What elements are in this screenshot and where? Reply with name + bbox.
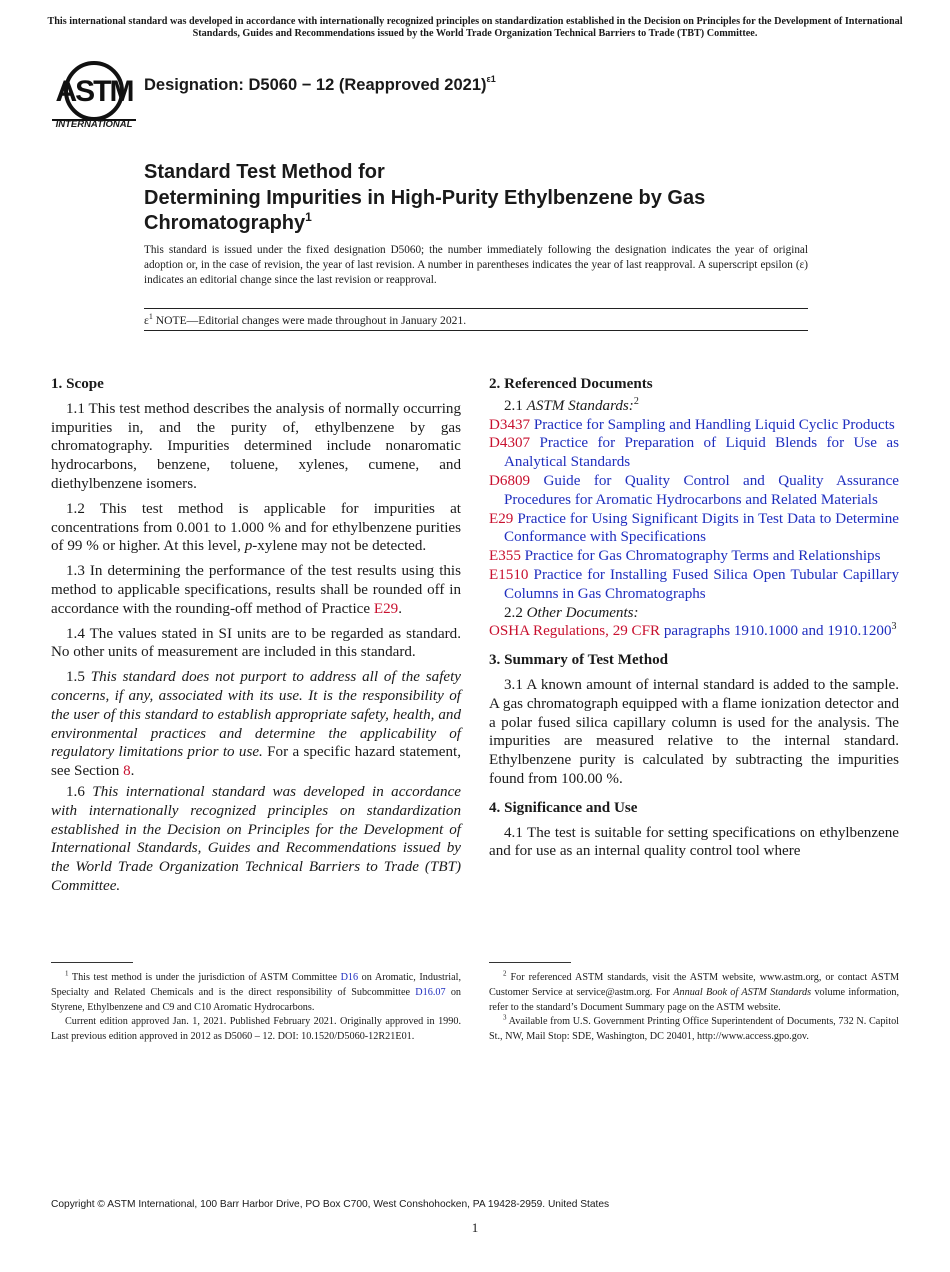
- header-note: This international standard was developed in accordance with internationally recognized principles on standardization established in the Decision on Principles for the Development of International Standards, Guides and Recommendations issued by the World Trade Organization Technical Barriers to Trade (TBT) Committee.: [47, 16, 903, 39]
- note-rule-top: [144, 308, 808, 309]
- title-footnote-mark: 1: [305, 210, 312, 224]
- footnote-1-edition: Current edition approved Jan. 1, 2021. Published February 2021. Originally approved in 1990. Last previous edition approved in 2012 as D5060 – 12. DOI: 10.1520/D5060-12R21E01.: [51, 1016, 461, 1043]
- ref-item: [489, 472, 899, 510]
- right-column: [489, 375, 899, 867]
- section-references-heading: 2. Referenced Documents: [489, 376, 653, 392]
- footnote-rule-left: [51, 962, 133, 963]
- svg-text:ASTM: ASTM: [55, 75, 133, 108]
- ref-item: [489, 434, 899, 472]
- footnote-1: $^1$ This test method is under the jurisdiction of ASTM Committee D16 on Aromatic, Industrial, Specialty and Related Chemicals and is the direct responsibility of Subcommittee D16.07 on Styrene, Ethylbenzene and C9 and C10 Aromatic Hydrocarbons.: [51, 969, 462, 1013]
- link-d16[interactable]: D16: [340, 972, 359, 983]
- para-4-1: 4.1 The test is suitable for setting specifications on ethylbenzene and for use as an internal quality control tool where: [489, 824, 899, 860]
- page-number: 1: [471, 1220, 479, 1235]
- ref-title[interactable]: Practice for Installing Fused Silica Open Tubular Capillary Columns in Gas Chromatographs: [504, 566, 899, 602]
- osha-title[interactable]: paragraphs 1910.1000 and 1910.1200: [660, 623, 892, 640]
- para-1-1: 1.1 This test method describes the analysis of normally occurring impurities in, and the purity of, ethylbenzene by gas chromatography. Impurities determined include nonaromatic hydrocarbons, benzene, toluene, xylenes, cumene, and diethylbenzene isomers.: [51, 400, 461, 492]
- footnotes-right: [489, 971, 899, 1045]
- para-1-4: 1.4 The values stated in SI units are to be regarded as standard. No other units of measurement are included in this standard.: [51, 625, 461, 661]
- subsection-2-2: 2.2 Other Documents:: [504, 604, 639, 621]
- left-column: [51, 375, 461, 902]
- para-1-3: 1.3 In determining the performance of the test results using this method to applicable specifications, results shall be rounded off in accordance with the rounding-off method of Practice E29.: [51, 563, 461, 617]
- issuance-statement: This standard is issued under the fixed designation D5060; the number immediately following the designation indicates the year of original adoption or, in the case of revision, the year of last revision. A number in parentheses indicates the year of last reapproval. A superscript epsilon (ε) indicates an editorial change since the last revision or reapproval.: [144, 244, 808, 286]
- ref-code[interactable]: D4307: [489, 435, 531, 452]
- designation-text: Designation: D5060 − 12 (Reapproved 2021): [144, 76, 487, 94]
- designation: [144, 76, 496, 95]
- ref-code[interactable]: D6809: [489, 472, 531, 489]
- section-summary-heading: 3. Summary of Test Method: [489, 652, 669, 669]
- editorial-note: $\varepsilon^1$ NOTE—Editorial changes were made throughout in January 2021.: [144, 312, 467, 327]
- ref-code[interactable]: E355: [489, 548, 521, 565]
- osha-code[interactable]: OSHA Regulations, 29 CFR: [489, 623, 661, 640]
- title-line-2: Determining Impurities in High-Purity Ethylbenzene by Gas Chromatography$^1$: [144, 186, 706, 234]
- designation-epsilon: ε1: [486, 74, 496, 84]
- ref-item: [489, 566, 899, 604]
- para-3-1: 3.1 A known amount of internal standard is added to the sample. A gas chromatograph equipped with a flame ionization detector and a polar fused silica capillary column is used for the analysis. The impurities are measured relative to the internal standard. Ethylbenzene purity is calculated by subtracting the impurities found from 100.00 %.: [489, 676, 899, 787]
- astm-logo: [52, 55, 136, 135]
- link-e29[interactable]: E29: [373, 600, 399, 617]
- ref-code[interactable]: D3437: [489, 416, 531, 433]
- title-line-1: Standard Test Method for: [144, 161, 385, 183]
- footnote-rule-right: [489, 962, 571, 963]
- ref-item-osha: OSHA Regulations, 29 CFR paragraphs 1910.1000 and 1910.1200$^3$: [489, 621, 897, 640]
- link-section-8[interactable]: 8: [123, 763, 131, 780]
- para-1-5: 1.5 This standard does not purport to address all of the safety concerns, if any, associated with its use. It is the responsibility of the user of this standard to establish appropriate safety, health, and environmental practices and determine the applicability of regulatory limitations prior to use. For a specific hazard statement, see Section 8.: [51, 669, 462, 780]
- ref-item: [489, 510, 899, 548]
- ref-title[interactable]: Practice for Gas Chromatography Terms and Relationships: [520, 548, 881, 565]
- link-d16-07[interactable]: D16.07: [415, 986, 446, 998]
- ref-item: [489, 547, 899, 566]
- subsection-2-1: 2.1 ASTM Standards:$^2$: [504, 395, 639, 414]
- section-significance-heading: 4. Significance and Use: [489, 799, 638, 816]
- ref-item: [489, 416, 899, 435]
- section-scope-heading: 1. Scope: [51, 376, 104, 392]
- para-1-2: 1.2 This test method is applicable for impurities at concentrations from 0.001 to 1.000 % and for ethylbenzene purities of 99 % or higher. At this level, p-xylene may not be detected.: [51, 500, 461, 555]
- ref-title[interactable]: Practice for Using Significant Digits in Test Data to Determine Conformance with Specifications: [504, 510, 899, 546]
- copyright-line: Copyright © ASTM International, 100 Barr Harbor Drive, PO Box C700, West Conshohocken, PA 19428-2959. United States: [51, 1199, 610, 1210]
- ref-code[interactable]: E29: [489, 510, 514, 527]
- ref-title[interactable]: Guide for Quality Control and Quality Assurance Procedures for Aromatic Hydrocarbons and Related Materials: [504, 472, 899, 508]
- logo-label: INTERNATIONAL: [55, 119, 133, 130]
- ref-title[interactable]: Practice for Preparation of Liquid Blends for Use as Analytical Standards: [504, 435, 899, 471]
- ref-code[interactable]: E1510: [489, 566, 529, 583]
- footnote-2: $^2$ For referenced ASTM standards, visit the ASTM website, www.astm.org, or contact ASTM Customer Service at service@astm.org. For Annual Book of ASTM Standards volume information, refer to the standard’s Document Summary page on the ASTM website.: [489, 969, 899, 1013]
- note-rule-bottom: [144, 330, 808, 331]
- document-title: [144, 160, 824, 237]
- footnotes-left: [51, 971, 461, 1045]
- footnote-3: $^3$ Available from U.S. Government Printing Office Superintendent of Documents, 732 N. Capitol St., NW, Mail Stop: SDE, Washington, DC 20401, http://www.access.gpo.gov.: [489, 1014, 899, 1043]
- ref-title[interactable]: Practice for Sampling and Handling Liquid Cyclic Products: [530, 416, 895, 433]
- para-1-6: 1.6 This international standard was developed in accordance with internationally recognized principles on standardization established in the Decision on Principles for the Development of International Standards, Guides and Recommendations issued by the World Trade Organization Technical Barriers to Trade (TBT) Committee.: [51, 783, 462, 894]
